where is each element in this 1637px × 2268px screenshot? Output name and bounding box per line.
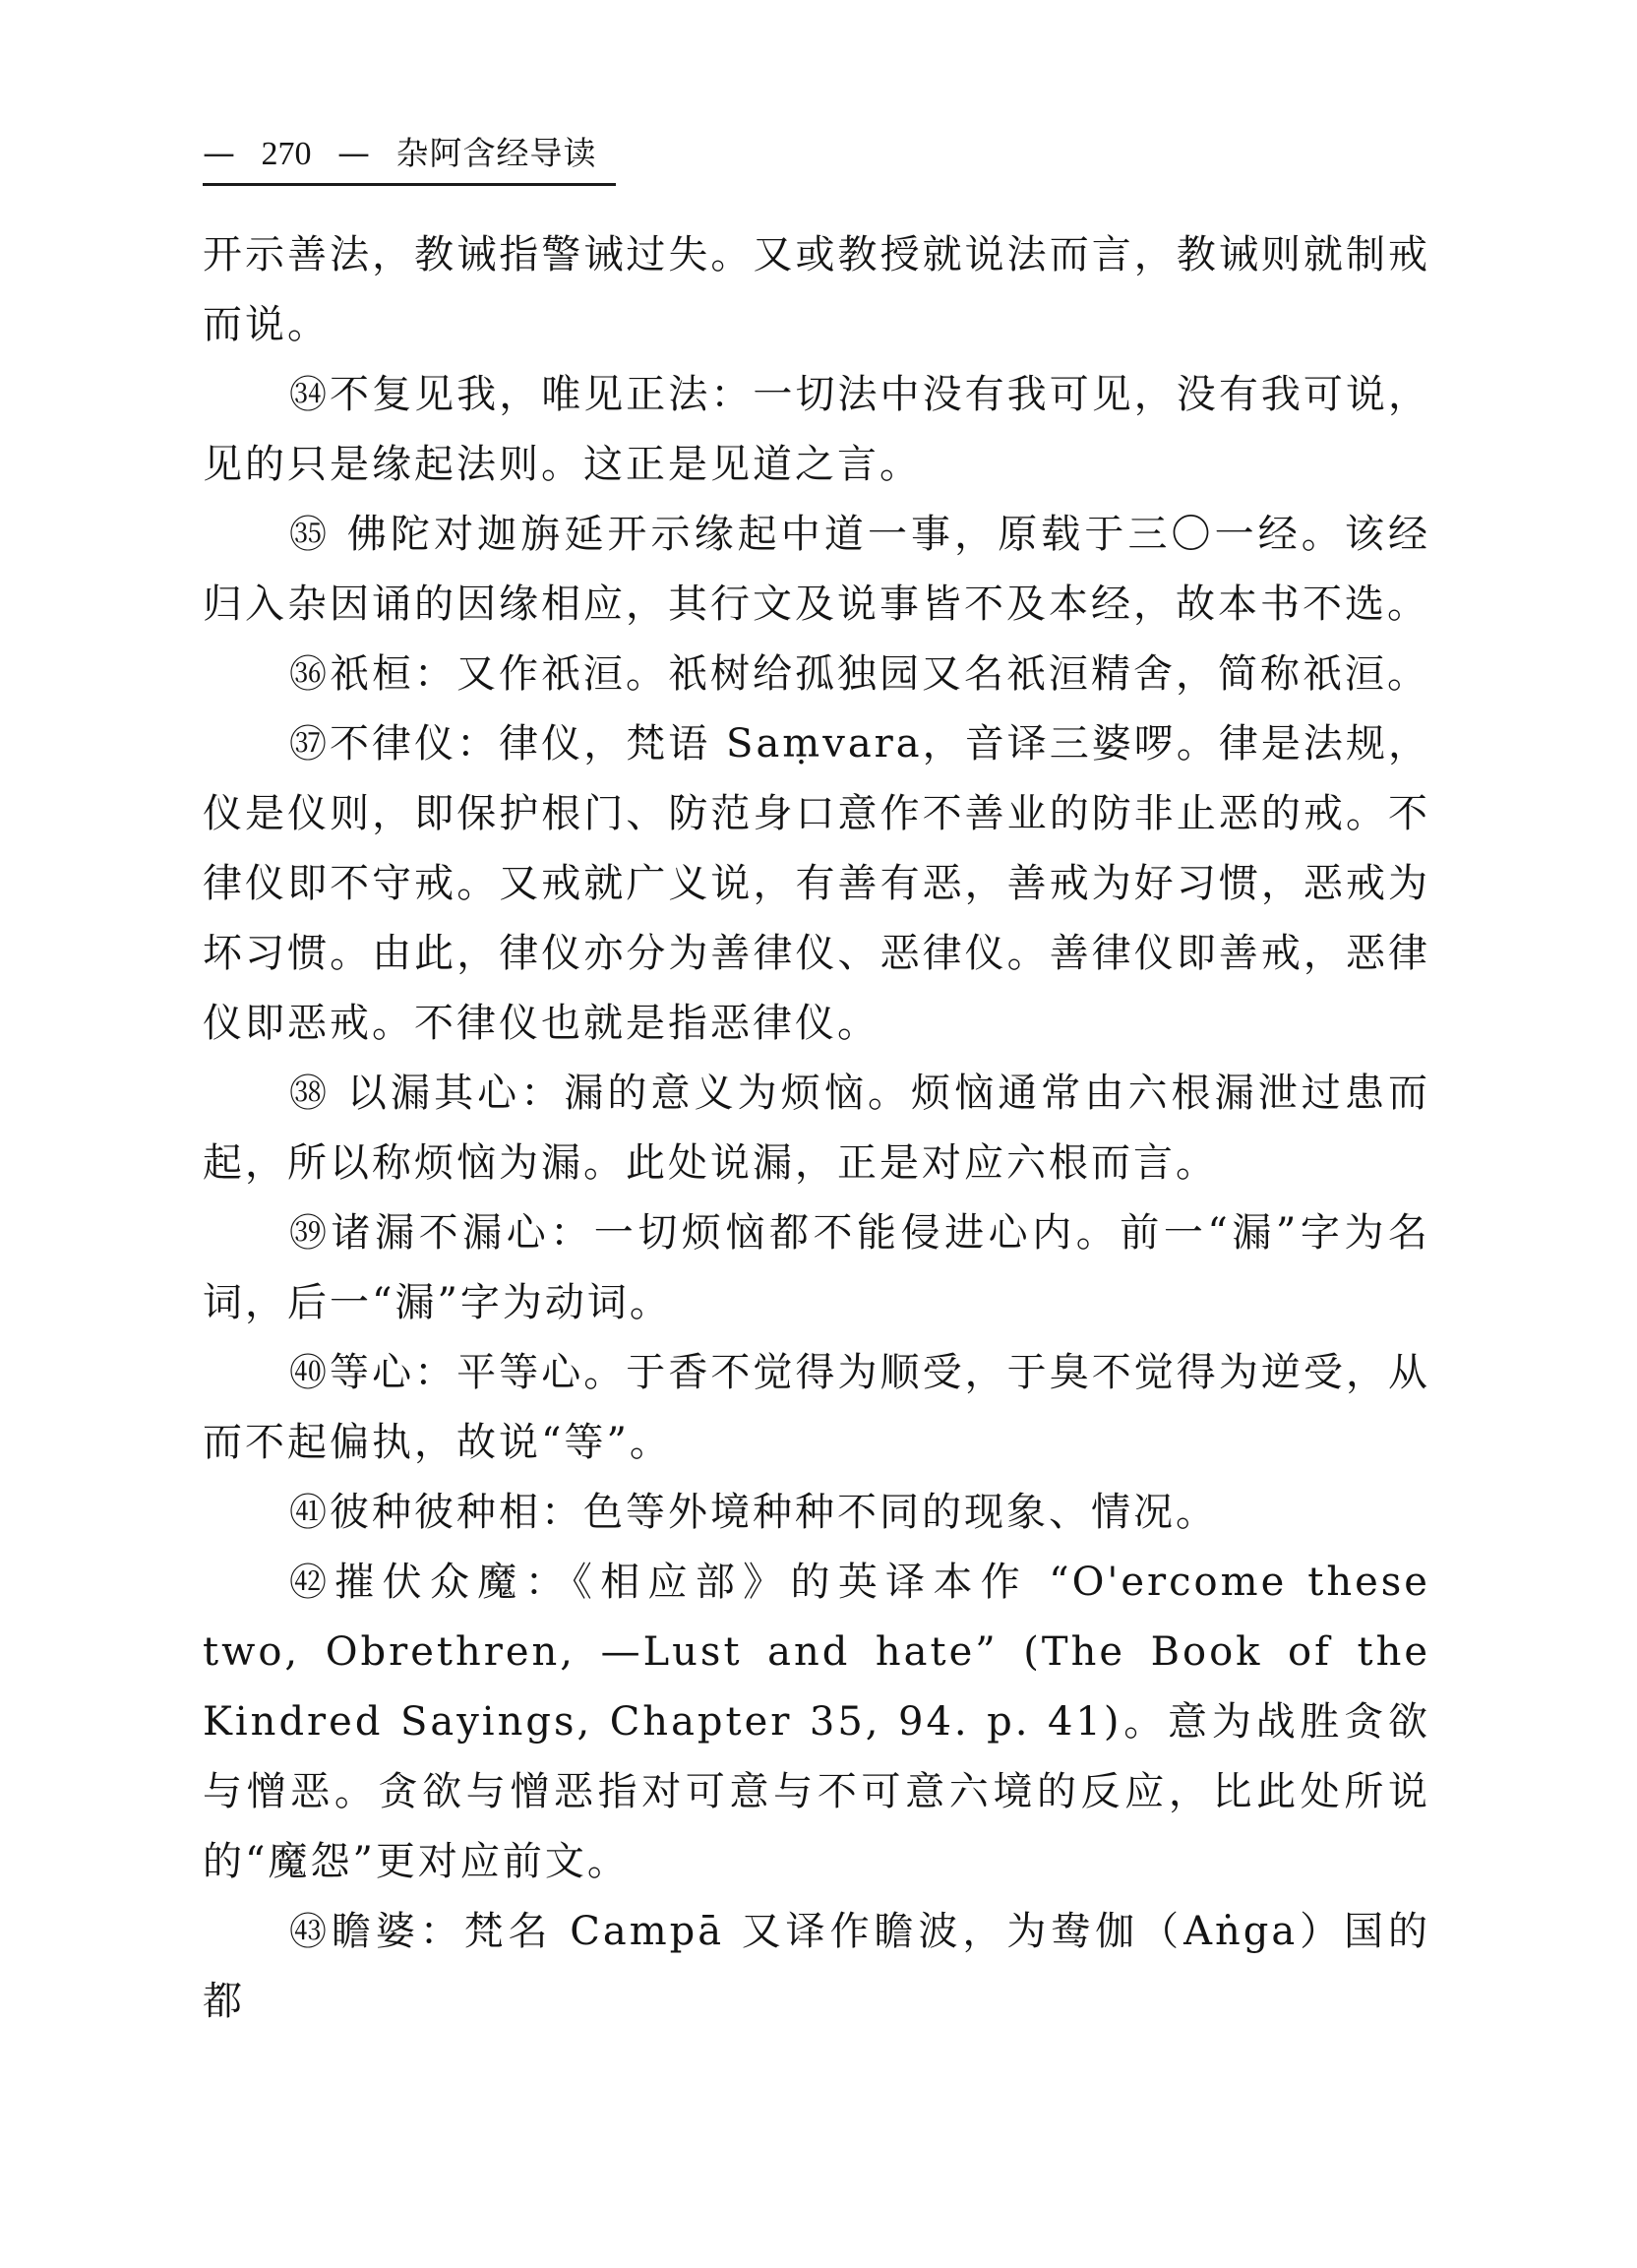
note-text: 诸漏不漏心：一切烦恼都不能侵进心内。前一“漏”字为名词，后一“漏”字为动词。 xyxy=(203,1210,1430,1325)
note-40 xyxy=(203,1338,1430,1478)
page-number: 270 xyxy=(261,136,312,172)
note-text: 不复见我，唯见正法：一切法中没有我可见，没有我可说，见的只是缘起法则。这正是见道之言。 xyxy=(203,372,1430,487)
note-text: 祇桓：又作祇洹。祇树给孤独园又名祇洹精舍，简称祇洹。 xyxy=(330,651,1430,697)
note-42 xyxy=(203,1548,1430,1897)
note-34 xyxy=(203,360,1430,500)
note-number: ㊱ xyxy=(289,652,331,696)
book-title: 杂阿含经导读 xyxy=(395,134,597,172)
note-36 xyxy=(203,640,1430,709)
header-dash-left: — xyxy=(203,134,235,172)
note-number: ㊸ xyxy=(289,1910,332,1953)
page-body xyxy=(203,220,1430,2037)
note-43 xyxy=(203,1897,1430,2037)
note-text: 摧伏众魔：《相应部》的英译本作 “O'ercome these two, Obrethren, —Lust and hate” (The Book of the Kindred Sayings, Chapter 35, 94. p. 41)。意为战胜贪欲与憎恶。贪欲与憎恶指对可意与不可意六境的反应，比此处所说的“魔怨”更对应前文。 xyxy=(203,1560,1430,1884)
header-rule xyxy=(203,183,616,186)
note-text: 瞻婆：梵名 Campā 又译作瞻波，为鸯伽（Aṅga）国的都 xyxy=(203,1909,1430,2024)
paragraph-text: 开示善法，教诫指警诫过失。又或教授就说法而言，教诫则就制戒而说。 xyxy=(203,232,1430,347)
continued-paragraph xyxy=(203,220,1430,360)
running-head xyxy=(203,126,616,181)
note-number: ㊲ xyxy=(289,722,331,766)
note-number: ㊴ xyxy=(289,1211,332,1255)
note-text: 等心：平等心。于香不觉得为顺受，于臭不觉得为逆受，从而不起偏执，故说“等”。 xyxy=(203,1350,1430,1465)
note-number: ㉞ xyxy=(289,373,331,416)
note-41 xyxy=(203,1478,1430,1548)
note-number: ㉟ xyxy=(289,513,332,556)
note-number: ㊷ xyxy=(289,1561,335,1604)
note-37 xyxy=(203,709,1430,1059)
note-text: 以漏其心：漏的意义为烦恼。烦恼通常由六根漏泄过患而起，所以称烦恼为漏。此处说漏，正是对应六根而言。 xyxy=(203,1071,1430,1186)
note-number: ㊵ xyxy=(289,1351,331,1394)
note-text: 彼种彼种相：色等外境种种不同的现象、情况。 xyxy=(330,1490,1219,1535)
note-39 xyxy=(203,1198,1430,1338)
header-dash-right: — xyxy=(337,134,370,172)
note-35 xyxy=(203,500,1430,640)
note-number: ㊶ xyxy=(289,1491,331,1534)
note-38 xyxy=(203,1059,1430,1198)
note-text: 不律仪：律仪，梵语 Saṃvara，音译三婆啰。律是法规，仪是仪则，即保护根门、防范身口意作不善业的防非止恶的戒。不律仪即不守戒。又戒就广义说，有善有恶，善戒为好习惯，恶戒为坏习惯。由此，律仪亦分为善律仪、恶律仪。善律仪即善戒，恶律仪即恶戒。不律仪也就是指恶律仪。 xyxy=(203,721,1430,1046)
note-text: 佛陀对迦旃延开示缘起中道一事，原载于三〇一经。该经归入杂因诵的因缘相应，其行文及说事皆不及本经，故本书不选。 xyxy=(203,512,1430,627)
note-number: ㊳ xyxy=(289,1072,332,1115)
